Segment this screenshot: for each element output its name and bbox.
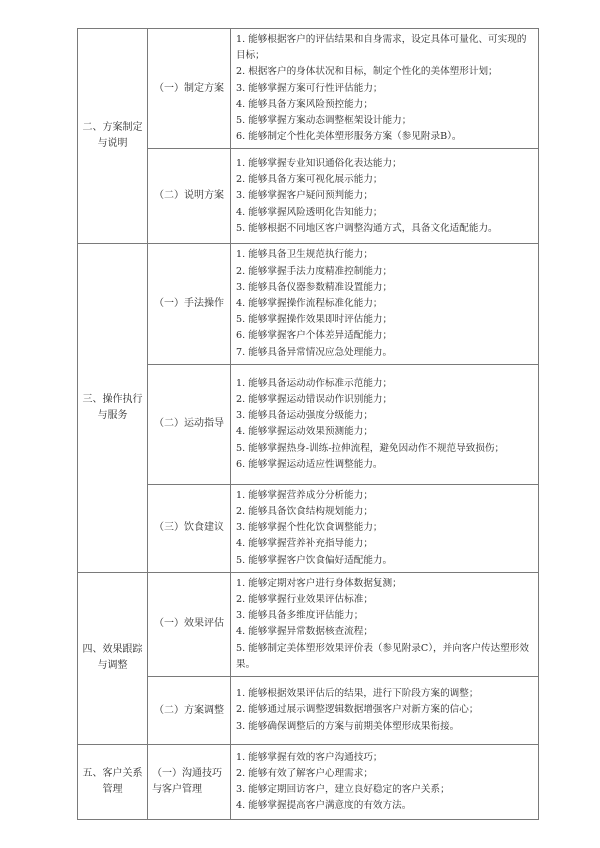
competency-table (77, 28, 539, 820)
subsection-cell (148, 677, 231, 745)
list-item: 2. 能够通过展示调整逻辑数据增强客户对新方案的信心； (236, 704, 479, 716)
list-item: 1. 能够根据客户的评估结果和自身需求，设定具体可量化、可实现的目标； (236, 34, 527, 62)
list-item: 3. 能够具备仪器参数精准设置能力； (236, 281, 393, 293)
subsection-cell (148, 149, 231, 244)
list-item: 5. 能够掌握热身-训练-拉伸流程，避免因动作不规范导致损伤； (236, 442, 505, 454)
list-item: 6. 能够制定个性化美体塑形服务方案（参见附录B）。 (236, 131, 462, 143)
subsection-cell (148, 484, 231, 572)
section-label: 五、客户关系管理 (82, 768, 143, 796)
requirements-cell (231, 677, 539, 745)
list-item: 2. 能够有效了解客户心理需求； (236, 767, 373, 779)
section-cell (78, 572, 148, 744)
list-item: 4. 能够掌握运动效果预测能力； (236, 426, 373, 438)
table-row (78, 484, 539, 572)
list-item: 2. 能够具备方案可视化展示能力； (236, 174, 383, 186)
subsection-label: （一）制定方案 (154, 82, 224, 94)
list-item: 3. 能够具备多维度评估能力； (236, 610, 364, 622)
list-item: 5. 能够掌握客户饮食偏好适配能力。 (236, 554, 393, 566)
list-item: 5. 能够掌握操作效果即时评估能力； (236, 314, 393, 326)
section-cell (78, 244, 148, 572)
subsection-cell (148, 572, 231, 676)
list-item: 4. 能够具备方案风险预控能力； (236, 98, 373, 110)
subsection-label: （二）运动指导 (154, 418, 224, 430)
list-item: 3. 能够具备运动强度分级能力； (236, 410, 373, 422)
list-item: 1. 能够具备运动动作标准示范能力； (236, 377, 393, 389)
list-item: 3. 能够定期回访客户，建立良好稳定的客户关系； (236, 784, 450, 796)
list-item: 4. 能够掌握风险透明化告知能力； (236, 206, 383, 218)
table-row (78, 745, 539, 820)
list-item: 4. 能够掌握营养补充指导能力； (236, 538, 373, 550)
list-item: 7. 能够具备异常情况应急处理能力。 (236, 346, 393, 358)
table-row (78, 244, 539, 364)
list-item: 3. 能够掌握方案可行性评估能力； (236, 82, 383, 94)
list-item: 1. 能够掌握营养成分分析能力； (236, 489, 373, 501)
list-item: 3. 能够掌握个性化饮食调整能力； (236, 522, 383, 534)
requirements-cell (231, 244, 539, 364)
list-item: 2. 能够掌握手法力度精准控制能力； (236, 265, 393, 277)
list-item: 5. 能够根据不同地区客户调整沟通方式，具备文化适配能力。 (236, 222, 498, 234)
table-row (78, 149, 539, 244)
subsection-label: （二）说明方案 (154, 190, 224, 202)
requirements-cell (231, 745, 539, 820)
requirements-cell (231, 484, 539, 572)
subsection-cell (148, 364, 231, 484)
table-row (78, 572, 539, 676)
list-item: 3. 能够确保调整后的方案与前期美体塑形成果衔接。 (236, 720, 460, 732)
subsection-cell (148, 244, 231, 364)
list-item: 4. 能够掌握操作流程标准化能力； (236, 298, 383, 310)
list-item: 1. 能够掌握专业知识通俗化表达能力； (236, 157, 402, 169)
subsection-label: （二）方案调整 (154, 704, 224, 716)
table-row (78, 29, 539, 149)
list-item: 2. 根据客户的身体状况和目标，制定个性化的美体塑形计划； (236, 66, 498, 78)
list-item: 2. 能够掌握行业效果评估标准； (236, 594, 373, 606)
subsection-label: （一）手法操作 (154, 298, 224, 310)
list-item: 3. 能够掌握客户疑问预判能力； (236, 190, 373, 202)
list-item: 6. 能够掌握运动适应性调整能力。 (236, 458, 383, 470)
section-cell (78, 29, 148, 244)
list-item: 1. 能够根据效果评估后的结果，进行下阶段方案的调整； (236, 688, 479, 700)
list-item: 1. 能够定期对客户进行身体数据复测； (236, 577, 402, 589)
list-item: 5. 能够制定美体塑形效果评价表（参见附录C），并向客户传达塑形效果。 (236, 642, 529, 670)
table-row (78, 364, 539, 484)
section-label: 二、方案制定与说明 (82, 122, 143, 150)
section-label: 四、效果跟踪与调整 (82, 644, 143, 672)
subsection-cell (148, 745, 231, 820)
requirements-cell (231, 149, 539, 244)
subsection-label: （一）效果评估 (154, 618, 224, 630)
requirements-cell (231, 29, 539, 149)
list-item: 2. 能够掌握运动错误动作识别能力； (236, 393, 393, 405)
requirements-cell (231, 364, 539, 484)
requirements-cell (231, 572, 539, 676)
section-cell (78, 745, 148, 820)
table-row (78, 677, 539, 745)
subsection-cell (148, 29, 231, 149)
section-label: 三、操作执行与服务 (82, 394, 143, 422)
list-item: 1. 能够具备卫生规范执行能力； (236, 249, 373, 261)
list-item: 4. 能够掌握提高客户满意度的有效方法。 (236, 800, 412, 812)
list-item: 1. 能够掌握有效的客户沟通技巧； (236, 751, 383, 763)
subsection-label: （一）沟通技巧与客户管理 (152, 768, 222, 796)
list-item: 2. 能够具备饮食结构规划能力； (236, 506, 373, 518)
list-item: 6. 能够掌握客户个体差异适配能力； (236, 330, 393, 342)
list-item: 4. 能够掌握异常数据核查流程； (236, 626, 373, 638)
list-item: 5. 能够掌握方案动态调整框架设计能力； (236, 115, 412, 127)
subsection-label: （三）饮食建议 (154, 522, 224, 534)
